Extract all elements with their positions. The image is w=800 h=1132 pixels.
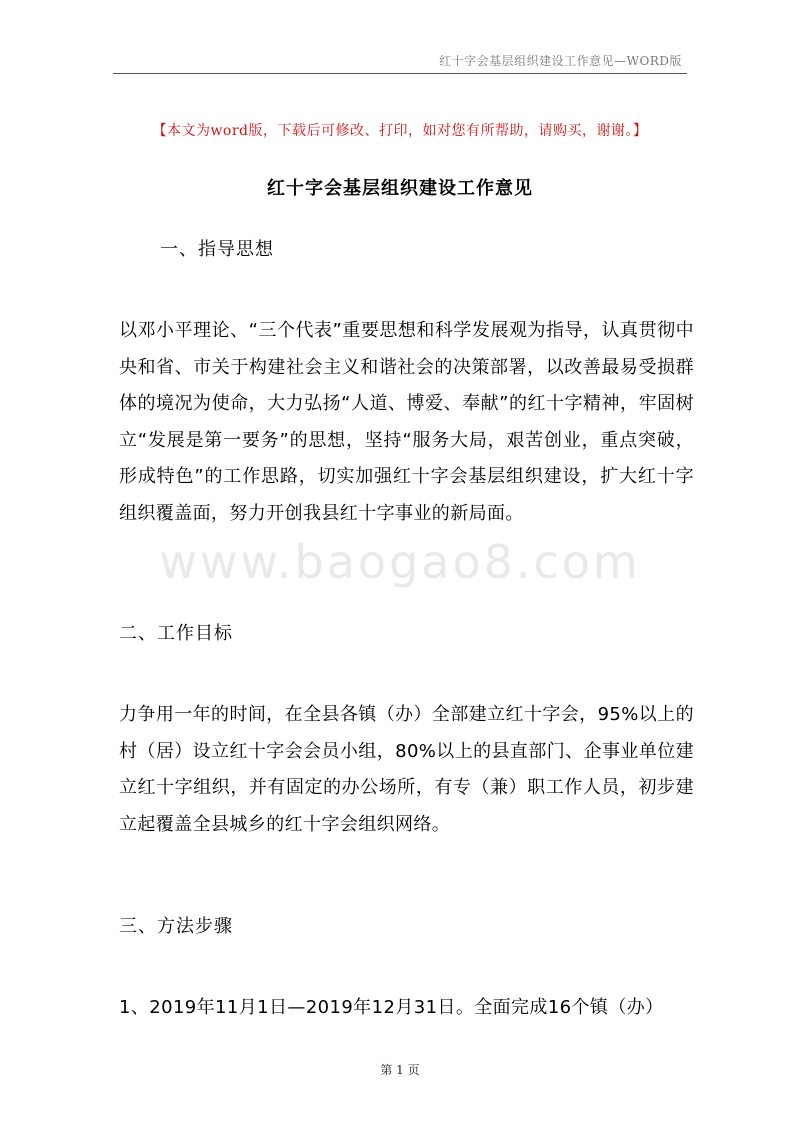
section-paragraph-guiding-ideology: 以邓小平理论、“三个代表”重要思想和科学发展观为指导，认真贯彻中央和省、市关于构建社会主义和谐社会的决策部署，以改善最易受损群体的境况为使命，大力弘扬“人道、博爱、奉献”的红十字精神，牢固树立“发展是第一要务”的思想，坚持“服务大局，艰苦创业，重点突破，形成特色”的工作思路，切实加强红十字会基层组织建设，扩大红十字组织覆盖面，努力开创我县红十字事业的新局面。: [119, 320, 694, 524]
header-divider: [113, 73, 687, 74]
section-paragraph-work-goals: 力争用一年的时间，在全县各镇（办）全部建立红十字会，95%以上的村（居）设立红十字会会员小组，80%以上的县直部门、企事业单位建立红十字组织，并有固定的办公场所，有专（兼）职工作人员，初步建立起覆盖全县城乡的红十字会组织网络。: [119, 704, 694, 835]
section-paragraph-methods-steps: 1、2019年11月1日—2019年12月31日。全面完成16个镇（办）: [119, 997, 664, 1018]
page-number: 第 1 页: [380, 1063, 420, 1077]
running-header: 红十字会基层组织建设工作意见—WORD版: [439, 54, 682, 68]
section-heading-guiding-ideology: 一、指导思想: [160, 239, 274, 260]
document-title: 红十字会基层组织建设工作意见: [267, 178, 533, 199]
watermark: www.baogao8.com: [159, 535, 641, 589]
section-heading-work-goals: 二、工作目标: [119, 623, 233, 644]
download-notice: 【本文为word版，下载后可修改、打印，如对您有所帮助，请购买，谢谢。】: [152, 123, 648, 139]
section-heading-methods-steps: 三、方法步骤: [119, 916, 233, 937]
